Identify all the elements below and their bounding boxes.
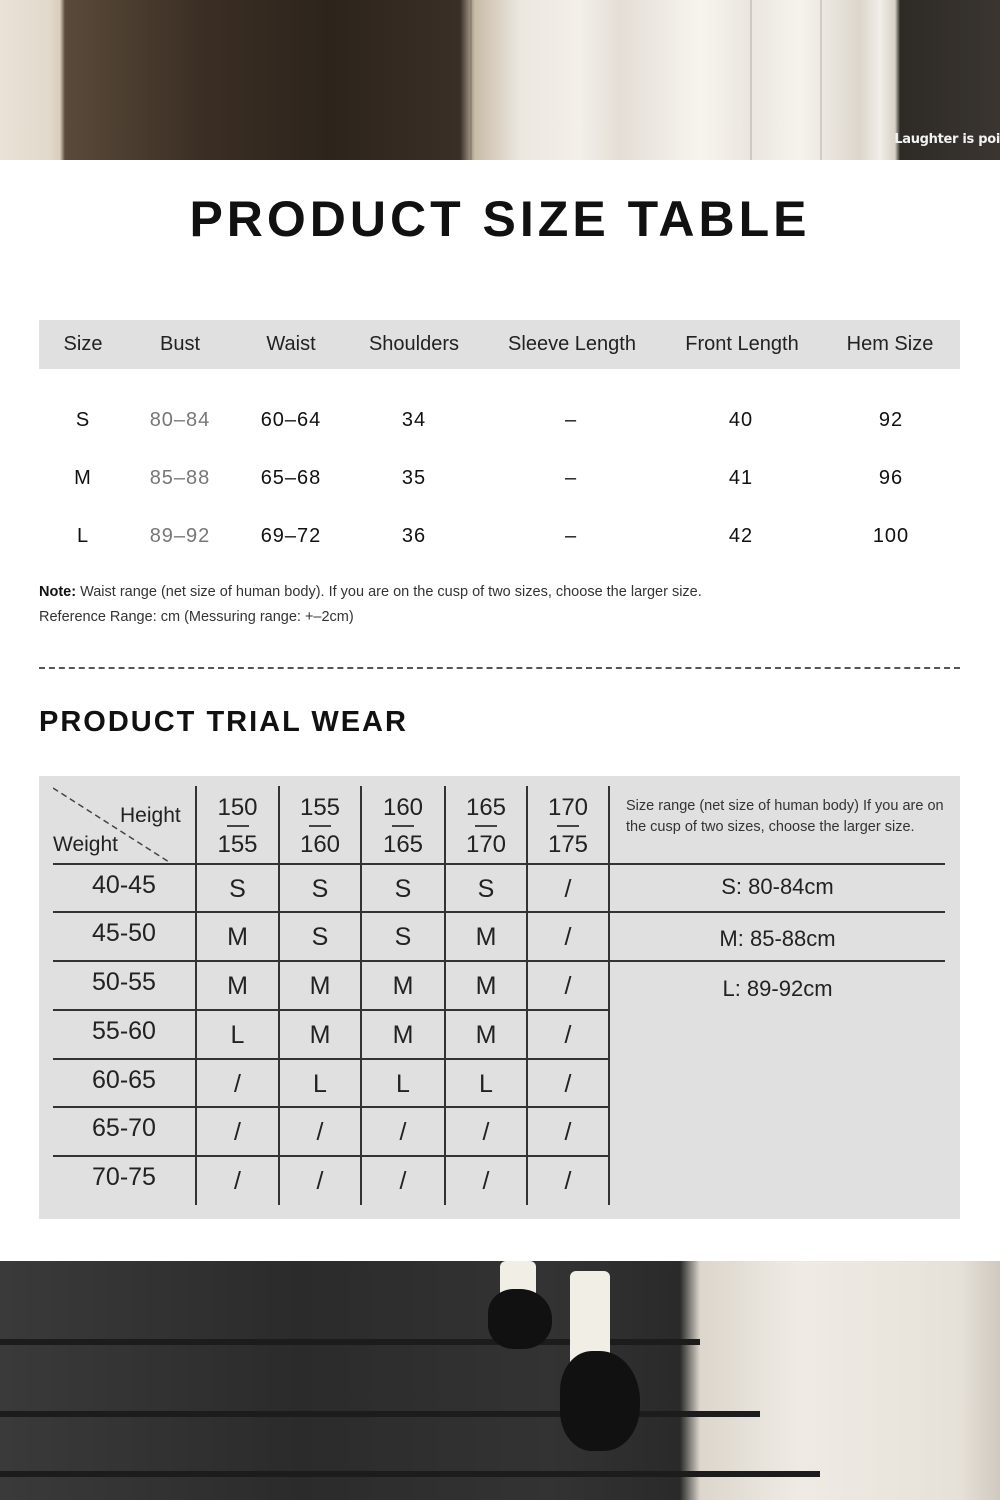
note-label: Note: — [39, 584, 77, 600]
height-from: 155 — [299, 794, 341, 821]
size-cell: M — [475, 972, 497, 1000]
weight-cell: 65-70 — [92, 1114, 156, 1142]
info-size-l: L: 89-92cm — [722, 976, 833, 1001]
cell-hem-size: 96 — [878, 467, 904, 489]
note-line-2: Reference Range: cm (Messuring range: +–2cm) — [39, 609, 354, 625]
size-cell: L — [396, 1070, 410, 1098]
size-cell: / — [399, 1118, 407, 1146]
info-size-m: M: 85-88cm — [719, 926, 836, 951]
size-cell: M — [475, 1021, 497, 1049]
size-cell: M — [309, 972, 331, 1000]
header-sleeve-length: Sleeve Length — [508, 333, 636, 355]
height-header — [362, 793, 444, 860]
weight-cell: 70-75 — [92, 1163, 156, 1191]
cell-sleeve-length: – — [564, 467, 578, 489]
shop-sign-text: Laughter is poi — [894, 132, 1000, 147]
trial-wear-title: PRODUCT TRIAL WEAR — [39, 706, 408, 738]
cell-waist: 65–68 — [260, 467, 322, 489]
cell-shoulders: 35 — [401, 467, 427, 489]
note-text: Waist range (net size of human body). If you are on the cusp of two sizes, choose the larger size. — [76, 584, 702, 600]
cell-shoulders: 34 — [401, 409, 427, 431]
cell-waist: 60–64 — [260, 409, 322, 431]
size-cell: / — [482, 1167, 490, 1195]
height-header — [446, 793, 526, 860]
size-cell: / — [316, 1167, 324, 1195]
corner-weight-label: Weight — [53, 833, 118, 856]
header-shoulders: Shoulders — [368, 333, 460, 355]
height-to: 175 — [547, 831, 589, 858]
header-front-length: Front Length — [685, 333, 799, 355]
size-cell: / — [482, 1118, 490, 1146]
size-table-header — [39, 320, 960, 369]
cell-size: M — [74, 467, 92, 489]
cell-size: L — [76, 525, 90, 547]
size-cell: / — [316, 1118, 324, 1146]
corner-height-label: Height — [120, 804, 181, 827]
table-row — [0, 400, 1000, 440]
height-to: 165 — [382, 831, 424, 858]
weight-cell: 60-65 — [92, 1066, 156, 1094]
cell-front-length: 40 — [728, 409, 754, 431]
table-row — [0, 516, 1000, 556]
height-to: 155 — [217, 831, 258, 858]
table-row — [0, 458, 1000, 498]
height-header — [528, 793, 608, 860]
header-bust: Bust — [159, 333, 201, 355]
size-cell: M — [309, 1021, 331, 1049]
size-cell: L — [230, 1021, 245, 1049]
size-cell: S — [311, 923, 329, 951]
size-cell: M — [392, 972, 414, 1000]
cell-hem-size: 100 — [872, 525, 910, 547]
cell-front-length: 42 — [728, 525, 754, 547]
size-cell: / — [234, 1070, 241, 1098]
header-hem-size: Hem Size — [846, 333, 934, 355]
size-cell: S — [311, 875, 329, 903]
height-from: 165 — [465, 794, 507, 821]
size-cell: / — [564, 923, 572, 951]
height-header — [197, 793, 278, 860]
cell-front-length: 41 — [728, 467, 754, 489]
info-size-s: S: 80-84cm — [721, 874, 834, 899]
header-size: Size — [63, 333, 103, 355]
height-header — [280, 793, 360, 860]
size-cell: S — [394, 923, 412, 951]
cell-bust: 80–84 — [149, 409, 211, 431]
size-cell: S — [394, 875, 412, 903]
size-cell: M — [392, 1021, 414, 1049]
size-cell: / — [399, 1167, 407, 1195]
section-divider — [39, 667, 960, 669]
cell-bust: 89–92 — [149, 525, 211, 547]
height-from: 170 — [547, 794, 589, 821]
cell-shoulders: 36 — [401, 525, 427, 547]
size-cell: / — [564, 1118, 572, 1146]
size-cell: / — [564, 972, 572, 1000]
size-cell: M — [227, 923, 248, 951]
size-cell: / — [564, 1167, 572, 1195]
weight-cell: 45-50 — [92, 919, 156, 947]
cell-bust: 85–88 — [149, 467, 211, 489]
size-cell: M — [475, 923, 497, 951]
weight-cell: 50-55 — [92, 968, 156, 996]
top-photo — [0, 0, 1000, 160]
size-cell: L — [479, 1070, 493, 1098]
cell-hem-size: 92 — [878, 409, 904, 431]
size-cell: / — [564, 1070, 572, 1098]
size-cell: L — [313, 1070, 327, 1098]
cell-sleeve-length: – — [564, 409, 578, 431]
size-cell: / — [234, 1118, 241, 1146]
size-range-note: Size range (net size of human body) If you are on the cusp of two sizes, choose the larger size. — [626, 798, 944, 835]
cell-sleeve-length: – — [564, 525, 578, 547]
weight-cell: 55-60 — [92, 1017, 156, 1045]
weight-cell: 40-45 — [92, 871, 156, 899]
bottom-photo — [0, 1261, 1000, 1500]
header-waist: Waist — [266, 333, 316, 355]
size-cell: S — [477, 875, 495, 903]
cell-waist: 69–72 — [260, 525, 322, 547]
height-to: 170 — [465, 831, 507, 858]
cell-size: S — [75, 409, 91, 431]
size-cell: / — [564, 1021, 572, 1049]
size-cell: S — [229, 875, 246, 903]
size-cell: / — [234, 1167, 241, 1195]
size-cell: M — [227, 972, 248, 1000]
page-title: PRODUCT SIZE TABLE — [189, 191, 811, 247]
size-cell: / — [564, 875, 572, 903]
height-from: 150 — [217, 794, 258, 821]
note-line-1 — [39, 584, 702, 600]
height-from: 160 — [382, 794, 424, 821]
height-to: 160 — [299, 831, 341, 858]
